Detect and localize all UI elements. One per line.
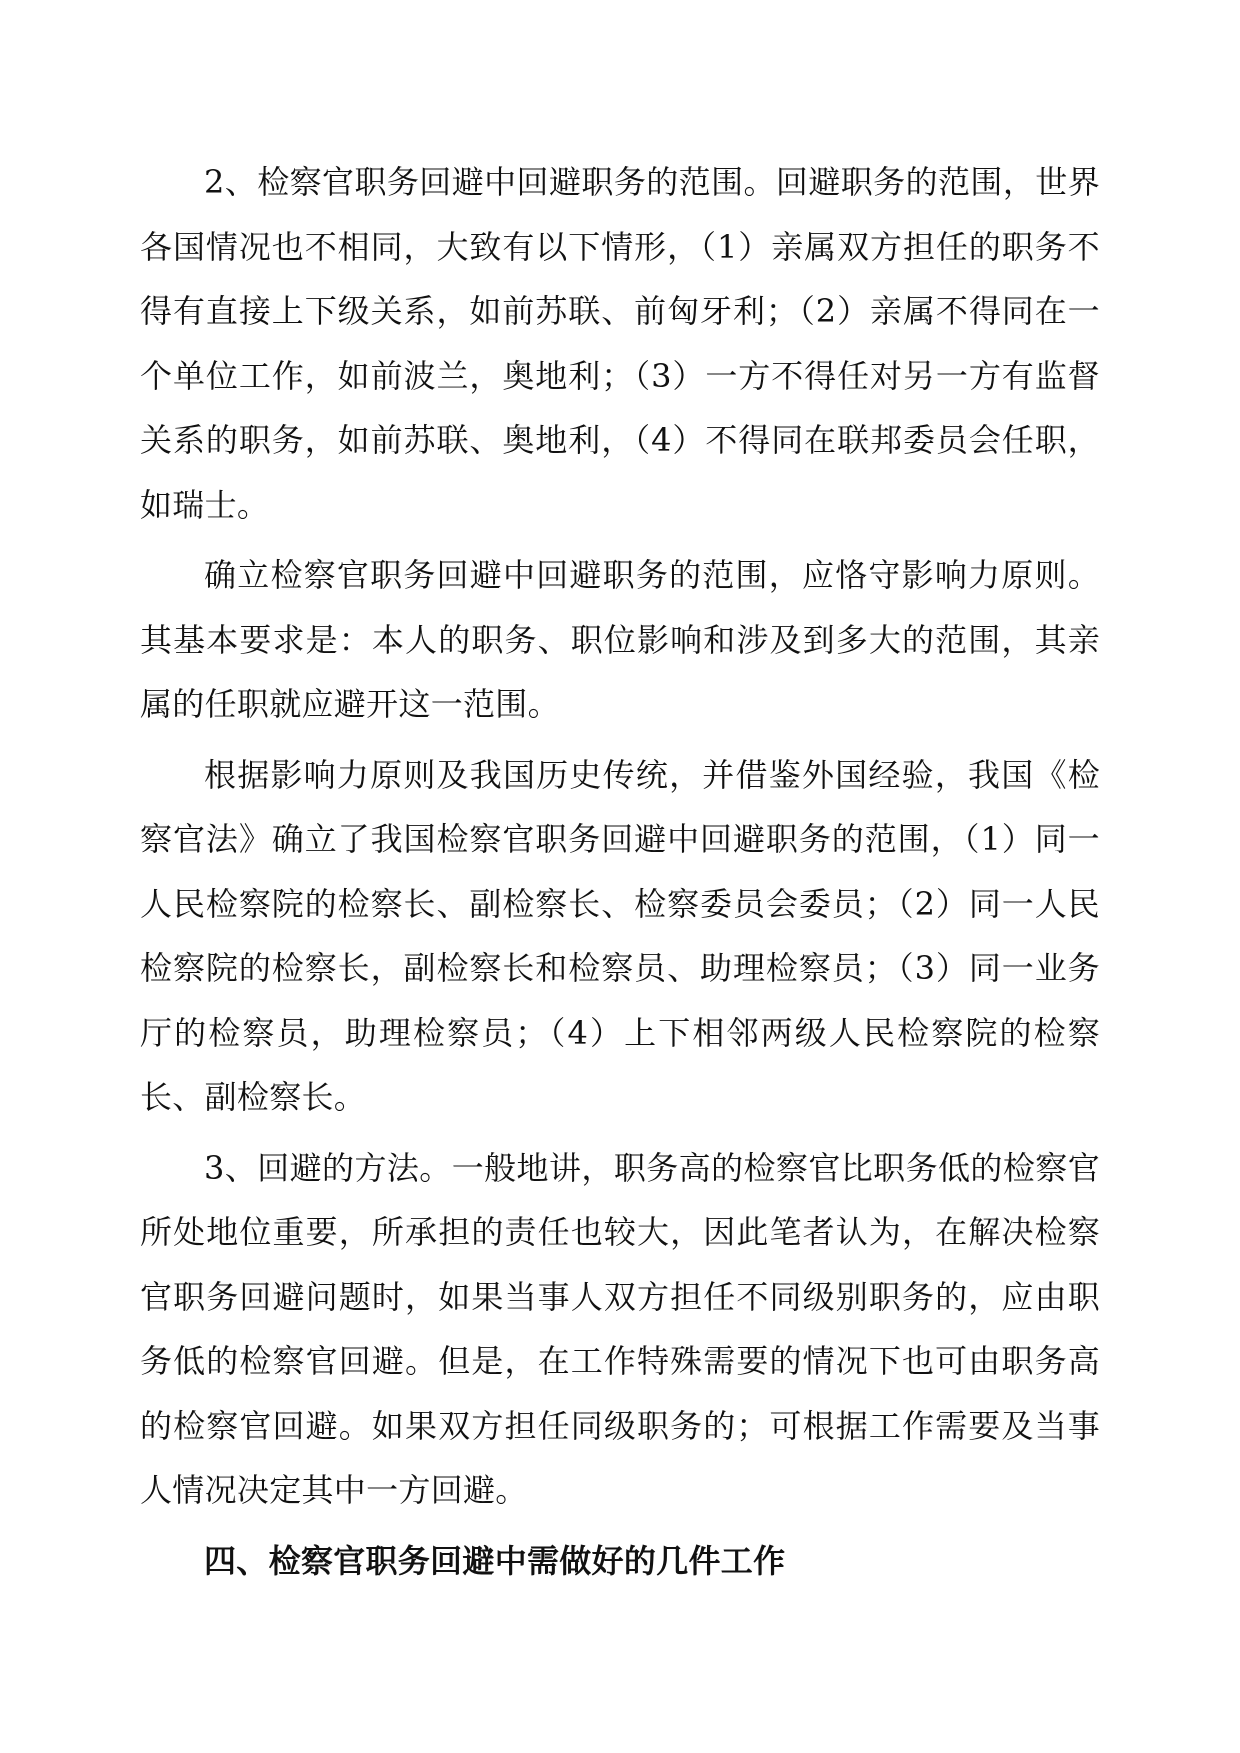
paragraph-influence-principle: 确立检察官职务回避中回避职务的范围，应恪守影响力原则。其基本要求是：本人的职务、职位影响和涉及到多大的范围，其亲属的任职就应避开这一范围。 [140,556,1100,723]
paragraph-prosecutors-law-scope: 根据影响力原则及我国历史传统，并借鉴外国经验，我国《检察官法》确立了我国检察官职务回避中回避职务的范围，（1）同一人民检察院的检察长、副检察长、检察委员会委员；（2）同一人民检察院的检察长，副检察长和检察员、助理检察员；（3）同一业务厅的检察员，助理检察员；（4）上下相邻两级人民检察院的检察长、副检察长。 [140,755,1100,1116]
paragraph-avoidance-scope: 2、检察官职务回避中回避职务的范围。回避职务的范围，世界各国情况也不相同，大致有以下情形，（1）亲属双方担任的职务不得有直接上下级关系，如前苏联、前匈牙利；（2）亲属不得同在一个单位工作，如前波兰，奥地利；（3）一方不得任对另一方有监督关系的职务，如前苏联、奥地利，（4）不得同在联邦委员会任职，如瑞士。 [140,163,1100,524]
document-body [140,150,1100,1593]
section-heading: 四、检察官职务回避中需做好的几件工作 [204,1541,786,1580]
paragraph-avoidance-method: 3、回避的方法。一般地讲，职务高的检察官比职务低的检察官所处地位重要，所承担的责任也较大，因此笔者认为，在解决检察官职务回避问题时，如果当事人双方担任不同级别职务的，应由职务低的检察官回避。但是，在工作特殊需要的情况下也可由职务高的检察官回避。如果双方担任同级职务的；可根据工作需要及当事人情况决定其中一方回避。 [140,1148,1100,1509]
